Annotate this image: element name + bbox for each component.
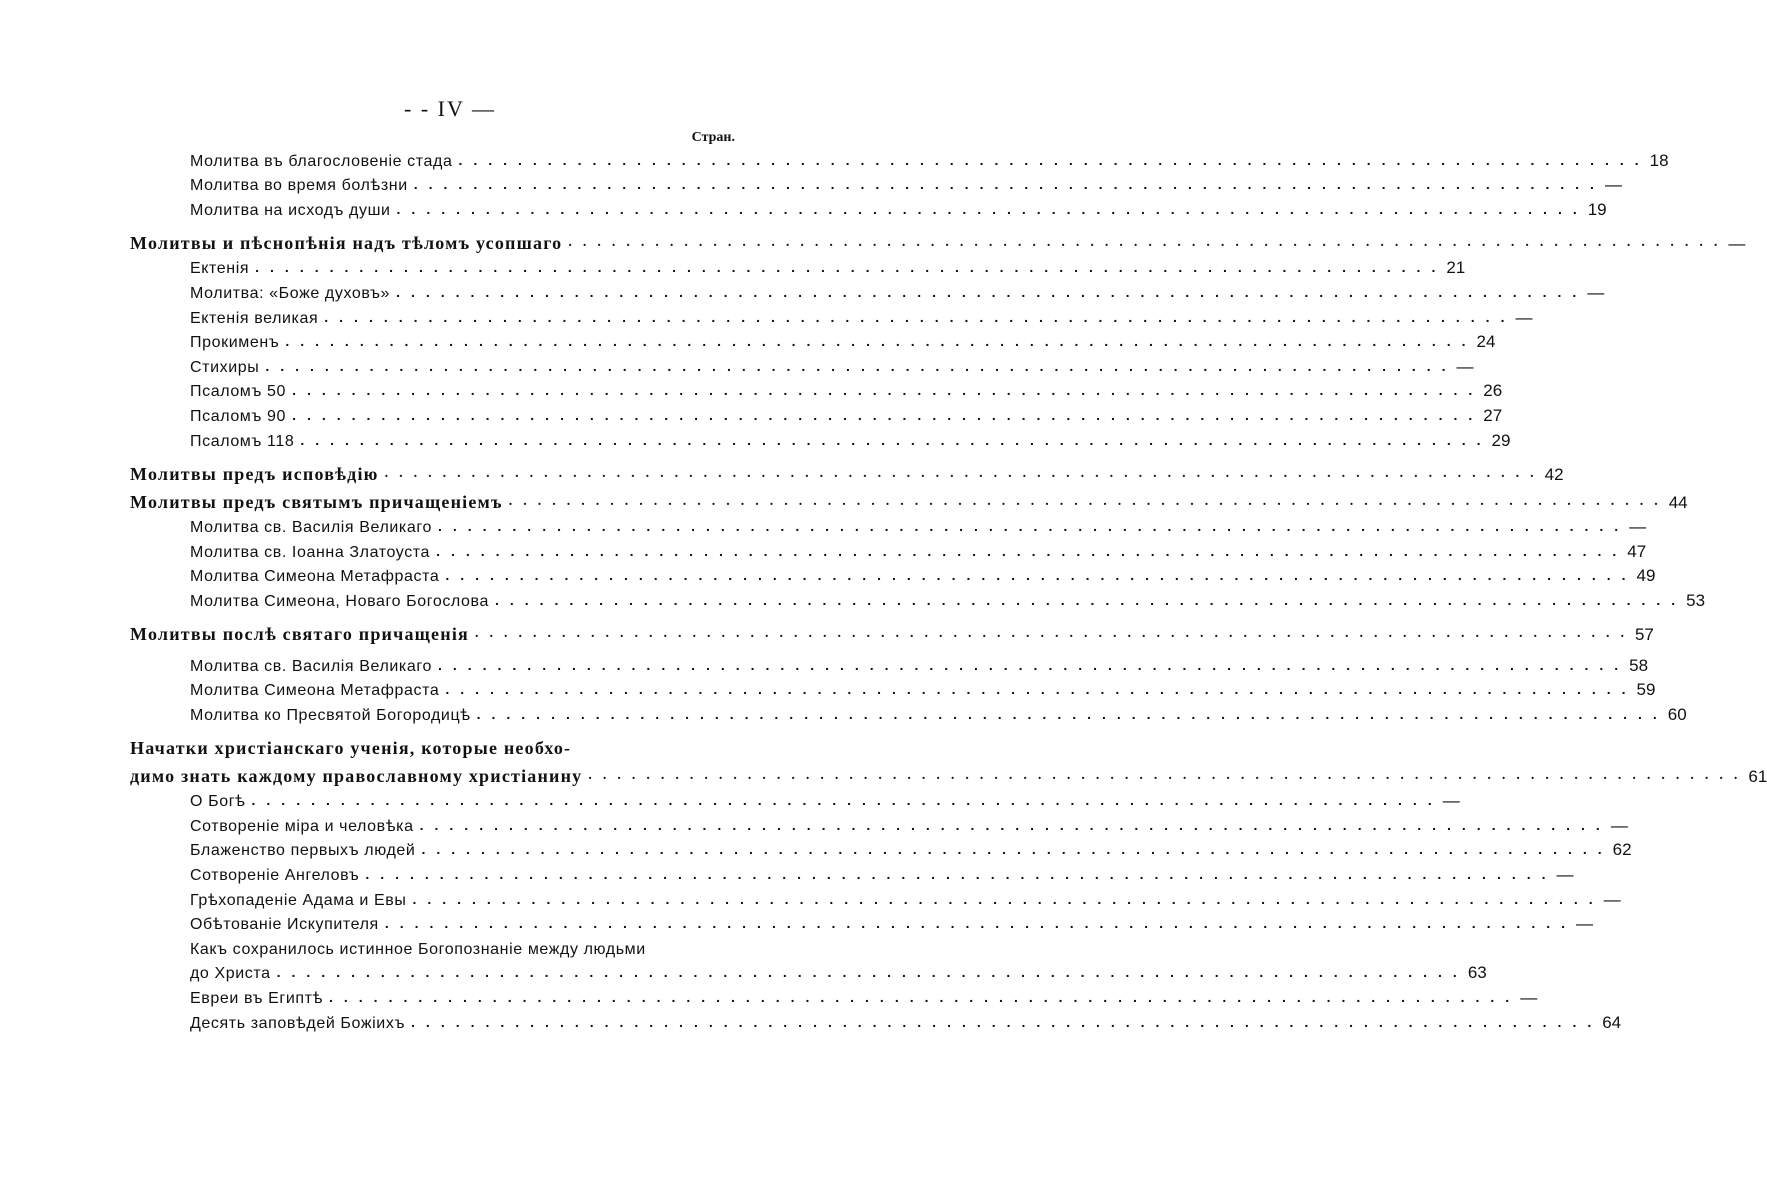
toc-entry-page: 29 [1491,430,1511,450]
dot-leader: ................................................................................ [412,890,1604,907]
toc-entry-title: Молитва Симеона Метафраста [190,568,440,586]
toc-entry-page: 61 [1748,766,1767,786]
toc-entry-title: Грѣхопаденіе Адама и Евы [190,891,407,909]
toc-entry-title: Сотвореніе Ангеловъ [190,867,360,885]
toc-entry-page: 53 [1686,590,1706,610]
dot-leader: ................................................................................ [396,200,1588,217]
toc-section-heading [130,731,735,759]
dot-leader: ................................................................................ [251,792,1443,809]
toc-section-heading [130,617,1654,645]
toc-entry-title: Молитва св. Василія Великаго [190,657,432,675]
dot-leader: ................................................................................ [324,308,1516,325]
toc-entry [130,934,735,959]
toc-entry [130,146,1669,171]
table-of-contents [130,146,1767,1033]
toc-entry [130,401,1503,426]
toc-entry [130,254,1466,279]
toc-entry-page: — [1604,175,1622,195]
dot-leader: ................................................................................ [494,591,1687,608]
toc-entry [130,700,1687,725]
toc-entry-title: Молитва ко Пресвятой Богородицѣ [190,706,471,724]
dot-leader: ................................................................................ [276,964,1468,981]
toc-entry [130,171,1622,196]
toc-entry-title: Ектенія великая [190,309,319,327]
dot-leader: ................................................................................ [436,542,1628,559]
toc-entry-page: 27 [1483,405,1503,425]
toc-entry-title: Молитвы предъ исповѣдію [130,463,379,484]
toc-entry-title: до Христа [190,965,271,983]
toc-entry [130,860,1574,885]
toc-entry [130,651,1649,676]
toc-entry-title: Какъ сохранилось истинное Богопознаніе между людьми [190,940,646,958]
toc-entry-title: Молитва: «Боже духовъ» [190,284,391,302]
toc-entry-title: Молитва Симеона Метафраста [190,682,440,700]
dot-leader: ................................................................................ [285,333,1477,350]
toc-entry [130,586,1706,611]
toc-entry-page: 42 [1544,464,1564,484]
toc-entry [130,562,1656,587]
dot-leader: ................................................................................ [411,1013,1603,1030]
toc-entry-title: Молитва въ благословеніе стада [190,152,453,170]
toc-entry-page: 47 [1627,541,1647,561]
toc-entry-title: Молитва во время болѣзни [190,177,408,195]
toc-entry [130,676,1656,701]
toc-entry [130,278,1605,303]
toc-entry-page: 21 [1446,258,1466,278]
toc-entry-page: — [1603,889,1621,909]
toc-entry-page: — [1629,517,1647,537]
toc-entry [130,836,1632,861]
toc-section-heading [130,226,1746,254]
toc-entry-page: — [1587,282,1605,302]
toc-entry [130,328,1496,353]
toc-entry [130,983,1538,1008]
page-column-label: Стран. [691,130,735,145]
toc-entry-title: Псаломъ 118 [190,432,295,450]
toc-section-heading-continued [130,759,1767,787]
toc-entry-page: 63 [1467,963,1487,983]
toc-entry-title: Обѣтованіе Искупителя [190,916,379,934]
dot-leader: ................................................................................ [437,656,1630,673]
dot-leader: ................................................................................ [419,816,1611,833]
toc-entry [130,537,1647,562]
toc-entry [130,352,1474,377]
dot-leader: ................................................................................ [476,705,1668,722]
dot-leader: ................................................................................ [329,989,1521,1006]
dot-leader: ................................................................................ [265,357,1457,374]
dot-leader: ................................................................................ [588,767,1749,783]
toc-section-heading [130,457,1564,485]
toc-entry-page: 60 [1667,704,1687,724]
toc-entry-page: 64 [1602,1012,1622,1032]
dot-leader: ................................................................................ [300,431,1492,448]
toc-entry-page: 49 [1636,566,1656,586]
toc-entry-title: Прокименъ [190,334,280,352]
toc-entry-title: Псаломъ 50 [190,383,287,401]
toc-entry-title: Молитвы и пѣснопѣнія надъ тѣломъ усопшаго [130,232,563,253]
toc-entry-title: Молитва на исходъ души [190,201,391,219]
toc-entry-title: Начатки христіанскаго ученія, которые необхо- [130,737,572,758]
toc-entry-page: — [1515,307,1533,327]
toc-entry-page: — [1575,914,1593,934]
toc-entry [130,426,1511,451]
toc-entry-title: Сотвореніе міра и человѣка [190,817,414,835]
toc-entry-page: 24 [1476,332,1496,352]
toc-entry [130,303,1533,328]
toc-entry-page: 62 [1612,840,1632,860]
toc-entry-page: — [1556,865,1574,885]
dot-leader: ................................................................................ [384,915,1576,932]
toc-entry-title: Стихиры [190,358,260,376]
toc-entry-page: — [1520,988,1538,1008]
dot-leader: ................................................................................ [255,259,1447,276]
toc-entry-title: Десять заповѣдей Божіихъ [190,1014,406,1032]
dot-leader: ................................................................................ [413,176,1605,193]
toc-entry-title: димо знать каждому православному христіанину [130,765,583,786]
toc-entry-title: Блаженство первыхъ людей [190,842,416,860]
toc-entry-title: О Богѣ [190,793,246,811]
page-header: - - IV — [404,96,496,121]
toc-entry-page: — [1442,791,1460,811]
dot-leader: ................................................................................ [396,283,1588,300]
toc-section-heading [130,485,1688,513]
toc-entry [130,1008,1622,1033]
dot-leader: ................................................................................ [437,518,1630,535]
toc-entry [130,787,1460,812]
toc-entry-title: Псаломъ 90 [190,407,287,425]
toc-entry-page: 59 [1636,680,1656,700]
dot-leader: ................................................................................ [365,866,1557,883]
dot-leader: ................................................................................ [445,681,1637,698]
toc-entry-page: 44 [1668,492,1688,512]
toc-entry-page: 19 [1587,199,1607,219]
toc-entry [130,377,1503,402]
dot-leader: ................................................................................ [421,841,1613,858]
toc-entry-page: — [1610,815,1628,835]
dot-leader: ................................................................................ [474,625,1635,641]
toc-entry-title: Ектенія [190,260,250,278]
toc-entry-page: 58 [1629,655,1649,675]
dot-leader: ................................................................................ [292,406,1484,423]
dot-leader: ................................................................................ [445,567,1637,584]
toc-entry-page: — [1728,233,1746,253]
toc-entry-title: Евреи въ Египтѣ [190,990,324,1008]
dot-leader: ................................................................................ [292,382,1484,399]
toc-entry-page: 18 [1649,150,1669,170]
toc-entry-continued [130,959,1487,984]
toc-entry-title: Молитва Симеона, Новаго Богослова [190,592,489,610]
toc-entry [130,885,1621,910]
dot-leader: ................................................................................ [568,234,1729,250]
toc-entry [130,195,1607,220]
toc-entry-page: 26 [1483,381,1503,401]
toc-entry-page: 57 [1634,624,1654,644]
dot-leader: ................................................................................ [508,493,1669,509]
dot-leader: ................................................................................ [384,465,1545,481]
dot-leader: ................................................................................ [458,151,1650,168]
toc-entry-title: Молитвы предъ святымъ причащеніемъ [130,491,503,512]
toc-entry [130,513,1647,538]
toc-entry-title: Молитвы послѣ святаго причащенія [130,623,469,644]
toc-entry [130,811,1628,836]
toc-entry-page: — [1456,356,1474,376]
toc-entry-title: Молитва св. Василія Великаго [190,519,432,537]
toc-entry-title: Молитва св. Іоанна Златоуста [190,543,431,561]
toc-entry [130,910,1593,935]
